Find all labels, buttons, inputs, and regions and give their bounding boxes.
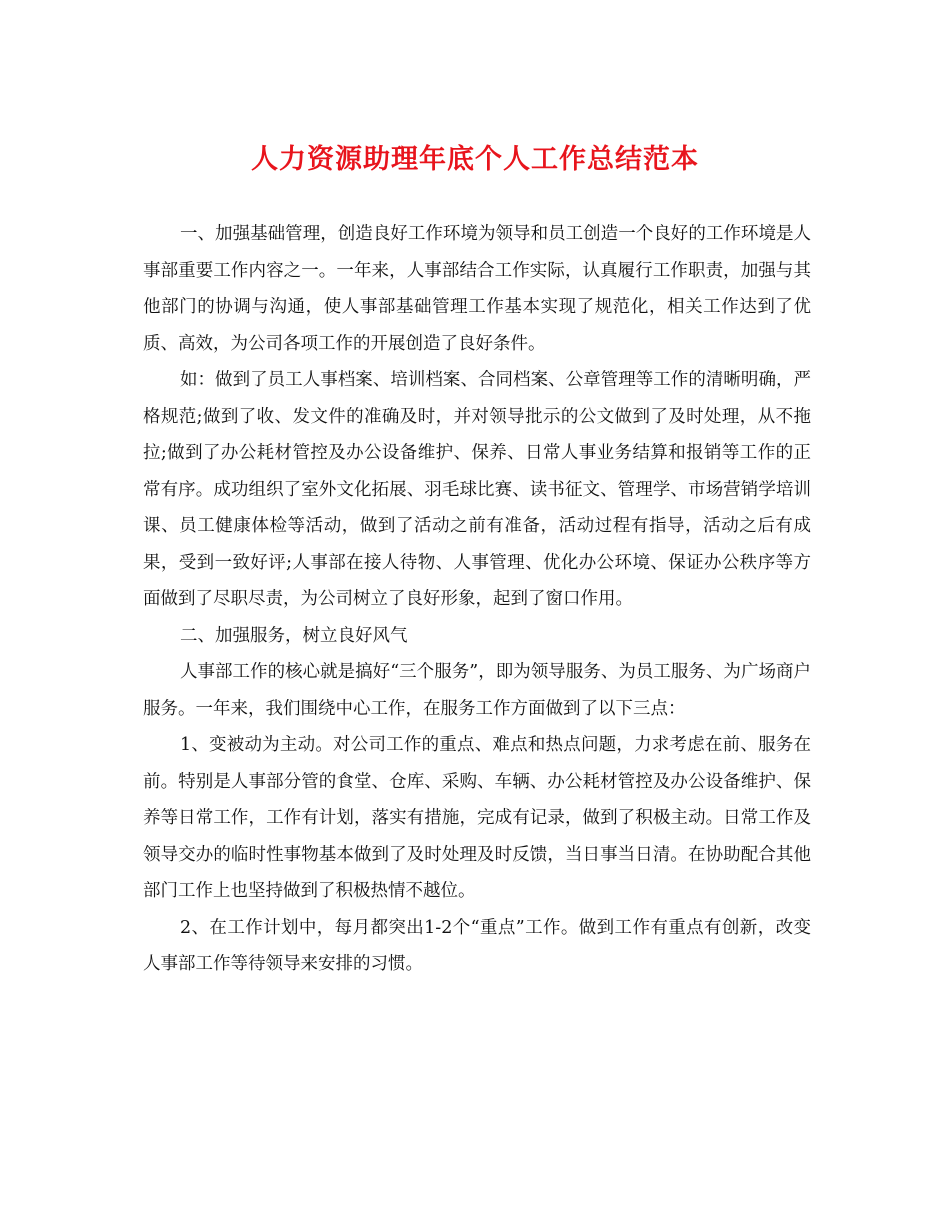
paragraph-basic-management: 一、加强基础管理，创造良好工作环境为领导和员工创造一个良好的工作环境是人事部重要工作内容之一。一年来，人事部结合工作实际，认真履行工作职责，加强与其他部门的协调与沟通，使人事部基础管理工作基本实现了规范化，相关工作达到了优质、高效，为公司各项工作的开展创造了良好条件。 [143,224,811,354]
paragraph-point-2: 2、在工作计划中，每月都突出1-2个“重点”工作。做到工作有重点有创新，改变人事部工作等待领导来安排的习惯。 [143,917,811,974]
paragraph-three-services: 人事部工作的核心就是搞好“三个服务”，即为领导服务、为员工服务、为广场商户服务。一年来，我们围绕中心工作，在服务工作方面做到了以下三点： [143,662,811,719]
document-body [143,216,811,983]
paragraph-point-1: 1、变被动为主动。对公司工作的重点、难点和热点问题，力求考虑在前、服务在前。特别是人事部分管的食堂、仓库、采购、车辆、办公耗材管控及办公设备维护、保养等日常工作，工作有计划，落实有措施，完成有记录，做到了积极主动。日常工作及领导交办的临时性事物基本做到了及时处理及时反馈，当日事当日清。在协助配合其他部门工作上也坚持做到了积极热情不越位。 [143,735,811,901]
section-heading-service: 二、加强服务，树立良好风气 [180,625,408,646]
paragraph-achievements: 如：做到了员工人事档案、培训档案、合同档案、公章管理等工作的清晰明确，严格规范;做到了收、发文件的准确及时，并对领导批示的公文做到了及时处理，从不拖拉;做到了办公耗材管控及办公设备维护、保养、日常人事业务结算和报销等工作的正常有序。成功组织了室外文化拓展、羽毛球比赛、读书征文、管理学、市场营销学培训课、员工健康体检等活动，做到了活动之前有准备，活动过程有指导，活动之后有成果，受到一致好评;人事部在接人待物、人事管理、优化办公环境、保证办公秩序等方面做到了尽职尽责，为公司树立了良好形象，起到了窗口作用。 [143,370,811,609]
document-title: 人力资源助理年底个人工作总结范本 [251,144,699,175]
